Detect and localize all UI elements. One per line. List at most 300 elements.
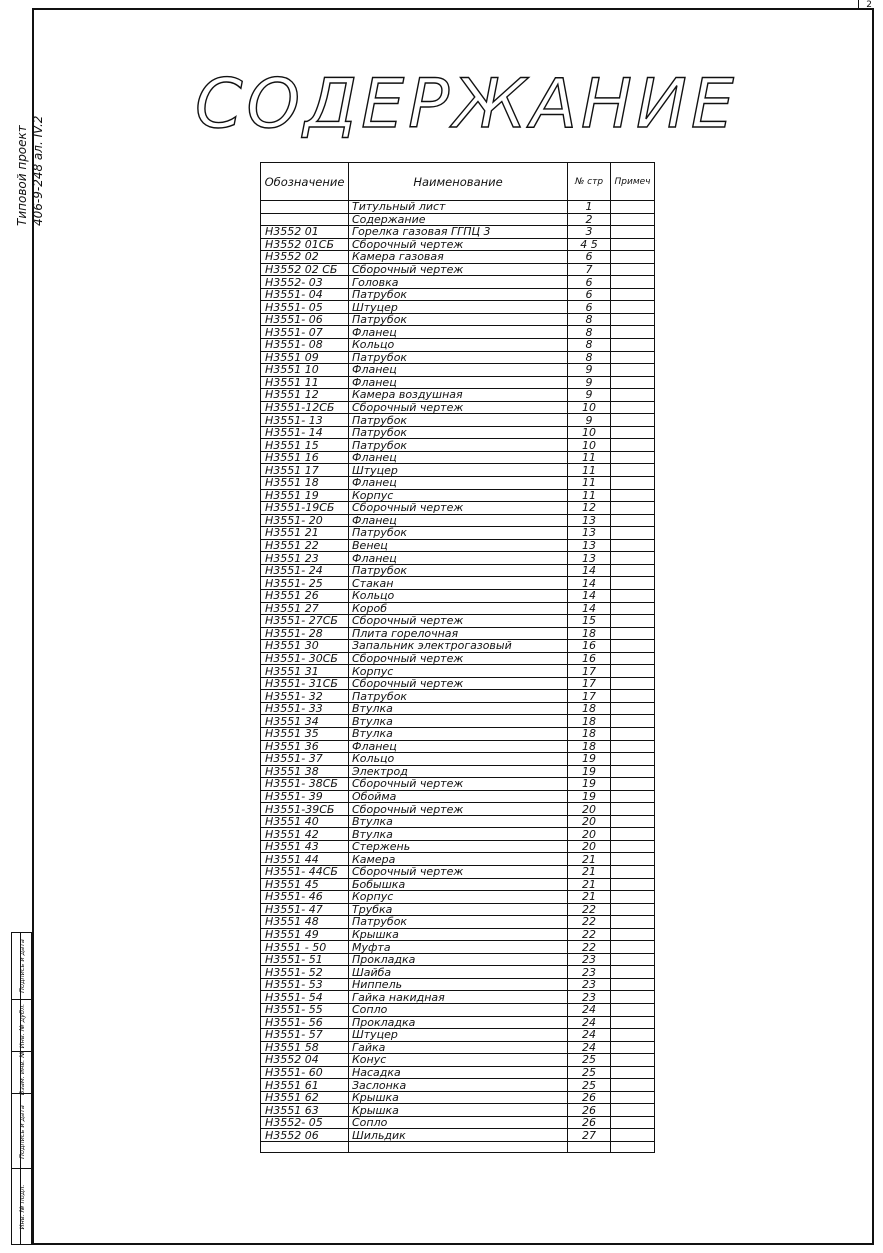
row-code: Н3551- 28 bbox=[261, 627, 349, 640]
row-page: 21 bbox=[568, 865, 611, 878]
table-row bbox=[261, 389, 655, 402]
row-page: 21 bbox=[568, 853, 611, 866]
row-name: Трубка bbox=[349, 903, 568, 916]
header-name: Наименование bbox=[349, 163, 568, 201]
row-note bbox=[611, 627, 655, 640]
sheet-number: 2 bbox=[858, 0, 874, 10]
table-row bbox=[261, 853, 655, 866]
row-page: 8 bbox=[568, 326, 611, 339]
row-page: 2 bbox=[568, 213, 611, 226]
table-row bbox=[261, 577, 655, 590]
row-name: Сборочный чертеж bbox=[349, 677, 568, 690]
row-page: 23 bbox=[568, 991, 611, 1004]
row-note bbox=[611, 351, 655, 364]
row-note bbox=[611, 238, 655, 251]
row-name: Фланец bbox=[349, 552, 568, 565]
row-note bbox=[611, 489, 655, 502]
row-code: Н3551- 20 bbox=[261, 514, 349, 527]
row-code: Н3551 27 bbox=[261, 602, 349, 615]
row-note bbox=[611, 677, 655, 690]
row-code: Н3552 02 bbox=[261, 251, 349, 264]
table-row bbox=[261, 615, 655, 628]
row-name: Патрубок bbox=[349, 288, 568, 301]
row-name: Головка bbox=[349, 276, 568, 289]
row-note bbox=[611, 865, 655, 878]
table-row bbox=[261, 778, 655, 791]
row-note bbox=[611, 891, 655, 904]
row-page: 14 bbox=[568, 564, 611, 577]
row-code: Н3552 06 bbox=[261, 1129, 349, 1142]
table-row bbox=[261, 527, 655, 540]
row-name: Гайка накидная bbox=[349, 991, 568, 1004]
table-row bbox=[261, 477, 655, 490]
row-code: Н3551-39СБ bbox=[261, 803, 349, 816]
table-row bbox=[261, 451, 655, 464]
row-name: Содержание bbox=[349, 213, 568, 226]
row-page: 17 bbox=[568, 690, 611, 703]
row-page: 19 bbox=[568, 765, 611, 778]
row-code: Н3551- 53 bbox=[261, 978, 349, 991]
row-page: 23 bbox=[568, 953, 611, 966]
row-code: Н3551-19СБ bbox=[261, 502, 349, 515]
row-page: 19 bbox=[568, 790, 611, 803]
row-note bbox=[611, 539, 655, 552]
table-row bbox=[261, 514, 655, 527]
row-page: 22 bbox=[568, 916, 611, 929]
row-note bbox=[611, 665, 655, 678]
row-code: Н3551 30 bbox=[261, 640, 349, 653]
table-row bbox=[261, 1016, 655, 1029]
row-name: Кольцо bbox=[349, 753, 568, 766]
row-page: 11 bbox=[568, 477, 611, 490]
row-code: Н3551 35 bbox=[261, 727, 349, 740]
row-note bbox=[611, 251, 655, 264]
row-code: Н3551 21 bbox=[261, 527, 349, 540]
table-row bbox=[261, 640, 655, 653]
table-row bbox=[261, 401, 655, 414]
table-row bbox=[261, 602, 655, 615]
row-code bbox=[261, 213, 349, 226]
row-page: 9 bbox=[568, 389, 611, 402]
row-note bbox=[611, 263, 655, 276]
row-page: 9 bbox=[568, 414, 611, 427]
table-row bbox=[261, 226, 655, 239]
table-row bbox=[261, 1104, 655, 1117]
row-code: Н3552- 05 bbox=[261, 1116, 349, 1129]
row-name: Корпус bbox=[349, 665, 568, 678]
side-annotation bbox=[14, 106, 46, 226]
table-row bbox=[261, 991, 655, 1004]
row-name: Фланец bbox=[349, 514, 568, 527]
row-name: Сборочный чертеж bbox=[349, 401, 568, 414]
table-row bbox=[261, 878, 655, 891]
row-page: 18 bbox=[568, 715, 611, 728]
row-name: Патрубок bbox=[349, 426, 568, 439]
row-page: 25 bbox=[568, 1066, 611, 1079]
row-page: 27 bbox=[568, 1129, 611, 1142]
side-annotation-line-1: Типовой проект bbox=[15, 125, 29, 226]
row-page: 6 bbox=[568, 276, 611, 289]
row-name: Обойма bbox=[349, 790, 568, 803]
row-page: 7 bbox=[568, 263, 611, 276]
row-name: Плита горелочная bbox=[349, 627, 568, 640]
row-code: Н3551- 44СБ bbox=[261, 865, 349, 878]
table-row bbox=[261, 690, 655, 703]
table-row bbox=[261, 865, 655, 878]
stamp-cell-inv-orig bbox=[12, 1168, 31, 1245]
row-name: Штуцер bbox=[349, 1029, 568, 1042]
table-row bbox=[261, 339, 655, 352]
row-page: 13 bbox=[568, 514, 611, 527]
row-note bbox=[611, 376, 655, 389]
row-note bbox=[611, 1054, 655, 1067]
row-name: Сборочный чертеж bbox=[349, 652, 568, 665]
row-page: 20 bbox=[568, 803, 611, 816]
row-code: Н3551- 13 bbox=[261, 414, 349, 427]
row-note bbox=[611, 640, 655, 653]
filler-cell bbox=[568, 1142, 611, 1153]
row-code: Н3551- 06 bbox=[261, 313, 349, 326]
row-name: Фланец bbox=[349, 477, 568, 490]
table-row bbox=[261, 753, 655, 766]
row-note bbox=[611, 690, 655, 703]
table-row bbox=[261, 201, 655, 214]
row-note bbox=[611, 702, 655, 715]
row-note bbox=[611, 966, 655, 979]
table-row bbox=[261, 727, 655, 740]
row-page: 13 bbox=[568, 539, 611, 552]
row-name: Сборочный чертеж bbox=[349, 615, 568, 628]
table-row bbox=[261, 665, 655, 678]
row-code: Н3552 04 bbox=[261, 1054, 349, 1067]
row-note bbox=[611, 552, 655, 565]
table-row bbox=[261, 1066, 655, 1079]
table-row bbox=[261, 790, 655, 803]
table-row bbox=[261, 1129, 655, 1142]
row-code: Н3551- 52 bbox=[261, 966, 349, 979]
table-row bbox=[261, 552, 655, 565]
table-row bbox=[261, 351, 655, 364]
table-row bbox=[261, 1029, 655, 1042]
row-page: 3 bbox=[568, 226, 611, 239]
row-note bbox=[611, 916, 655, 929]
table-row bbox=[261, 464, 655, 477]
row-name: Сборочный чертеж bbox=[349, 803, 568, 816]
row-note bbox=[611, 991, 655, 1004]
row-page: 10 bbox=[568, 401, 611, 414]
header-page: № стр bbox=[568, 163, 611, 201]
table-row bbox=[261, 715, 655, 728]
table-row bbox=[261, 803, 655, 816]
table-filler-row bbox=[261, 1142, 655, 1153]
row-code: Н3551 49 bbox=[261, 928, 349, 941]
table-row bbox=[261, 1054, 655, 1067]
row-code: Н3551- 39 bbox=[261, 790, 349, 803]
row-code: Н3551- 24 bbox=[261, 564, 349, 577]
row-page: 24 bbox=[568, 1041, 611, 1054]
row-page: 16 bbox=[568, 652, 611, 665]
row-note bbox=[611, 815, 655, 828]
table-row bbox=[261, 376, 655, 389]
row-name: Фланец bbox=[349, 740, 568, 753]
row-name: Корпус bbox=[349, 489, 568, 502]
row-note bbox=[611, 828, 655, 841]
row-page: 1 bbox=[568, 201, 611, 214]
table-row bbox=[261, 1116, 655, 1129]
row-note bbox=[611, 928, 655, 941]
row-page: 20 bbox=[568, 815, 611, 828]
approval-stamp bbox=[11, 932, 32, 1245]
row-page: 17 bbox=[568, 665, 611, 678]
row-name: Прокладка bbox=[349, 1016, 568, 1029]
row-code: Н3551- 08 bbox=[261, 339, 349, 352]
row-note bbox=[611, 878, 655, 891]
row-note bbox=[611, 615, 655, 628]
table-row bbox=[261, 1091, 655, 1104]
row-note bbox=[611, 389, 655, 402]
stamp-cell-label: Подпись и дата bbox=[17, 1104, 26, 1159]
row-note bbox=[611, 715, 655, 728]
row-code bbox=[261, 201, 349, 214]
table-row bbox=[261, 564, 655, 577]
row-code: Н3551 42 bbox=[261, 828, 349, 841]
row-name: Сопло bbox=[349, 1004, 568, 1017]
row-page: 14 bbox=[568, 577, 611, 590]
row-page: 25 bbox=[568, 1054, 611, 1067]
row-name: Камера bbox=[349, 853, 568, 866]
row-page: 26 bbox=[568, 1116, 611, 1129]
row-page: 19 bbox=[568, 778, 611, 791]
side-annotation-line-2: 406-9-248 ал. IV.2 bbox=[31, 115, 45, 226]
row-note bbox=[611, 313, 655, 326]
row-code: Н3551 31 bbox=[261, 665, 349, 678]
row-code: Н3552- 03 bbox=[261, 276, 349, 289]
table-row bbox=[261, 1079, 655, 1092]
row-note bbox=[611, 401, 655, 414]
table-row bbox=[261, 627, 655, 640]
row-note bbox=[611, 477, 655, 490]
table-row bbox=[261, 815, 655, 828]
row-page: 22 bbox=[568, 928, 611, 941]
row-name: Венец bbox=[349, 539, 568, 552]
table-row bbox=[261, 941, 655, 954]
row-name: Сборочный чертеж bbox=[349, 238, 568, 251]
row-name: Шайба bbox=[349, 966, 568, 979]
row-note bbox=[611, 564, 655, 577]
row-note bbox=[611, 1066, 655, 1079]
row-page: 8 bbox=[568, 339, 611, 352]
row-name: Сборочный чертеж bbox=[349, 778, 568, 791]
table-row bbox=[261, 1041, 655, 1054]
row-code: Н3551 - 50 bbox=[261, 941, 349, 954]
row-note bbox=[611, 201, 655, 214]
row-code: Н3551- 25 bbox=[261, 577, 349, 590]
row-page: 26 bbox=[568, 1091, 611, 1104]
row-note bbox=[611, 1016, 655, 1029]
table-row bbox=[261, 288, 655, 301]
row-name: Втулка bbox=[349, 715, 568, 728]
table-row bbox=[261, 1004, 655, 1017]
row-note bbox=[611, 1041, 655, 1054]
row-name: Титульный лист bbox=[349, 201, 568, 214]
row-name: Фланец bbox=[349, 451, 568, 464]
row-note bbox=[611, 301, 655, 314]
row-code: Н3551- 54 bbox=[261, 991, 349, 1004]
row-name: Бобышка bbox=[349, 878, 568, 891]
row-code: Н3551- 32 bbox=[261, 690, 349, 703]
row-name: Горелка газовая ГГПЦ 3 bbox=[349, 226, 568, 239]
table-row bbox=[261, 589, 655, 602]
row-page: 9 bbox=[568, 364, 611, 377]
row-page: 11 bbox=[568, 464, 611, 477]
row-page: 16 bbox=[568, 640, 611, 653]
row-name: Муфта bbox=[349, 941, 568, 954]
table-row bbox=[261, 828, 655, 841]
row-code: Н3552 01 bbox=[261, 226, 349, 239]
row-code: Н3551 16 bbox=[261, 451, 349, 464]
row-note bbox=[611, 414, 655, 427]
stamp-cell-label: Инв. № подл. bbox=[17, 1184, 26, 1230]
row-code: Н3551- 04 bbox=[261, 288, 349, 301]
row-name: Гайка bbox=[349, 1041, 568, 1054]
table-row bbox=[261, 251, 655, 264]
filler-cell bbox=[611, 1142, 655, 1153]
row-name: Патрубок bbox=[349, 564, 568, 577]
row-page: 21 bbox=[568, 891, 611, 904]
table-body bbox=[261, 201, 655, 1153]
row-name: Сборочный чертеж bbox=[349, 865, 568, 878]
row-page: 22 bbox=[568, 941, 611, 954]
table-row bbox=[261, 301, 655, 314]
row-note bbox=[611, 288, 655, 301]
row-code: Н3551 44 bbox=[261, 853, 349, 866]
row-code: Н3551 58 bbox=[261, 1041, 349, 1054]
row-page: 10 bbox=[568, 426, 611, 439]
row-page: 24 bbox=[568, 1029, 611, 1042]
row-code: Н3551- 30СБ bbox=[261, 652, 349, 665]
row-name: Фланец bbox=[349, 376, 568, 389]
table-row bbox=[261, 702, 655, 715]
row-name: Патрубок bbox=[349, 414, 568, 427]
row-note bbox=[611, 589, 655, 602]
row-name: Электрод bbox=[349, 765, 568, 778]
table-row bbox=[261, 966, 655, 979]
row-note bbox=[611, 1091, 655, 1104]
row-name: Фланец bbox=[349, 326, 568, 339]
row-code: Н3551 63 bbox=[261, 1104, 349, 1117]
row-note bbox=[611, 953, 655, 966]
row-code: Н3551- 56 bbox=[261, 1016, 349, 1029]
row-note bbox=[611, 941, 655, 954]
row-name: Втулка bbox=[349, 828, 568, 841]
stamp-cell-sign-date-1 bbox=[12, 1093, 31, 1169]
row-note bbox=[611, 778, 655, 791]
stamp-cell-label: Взам. инв. № bbox=[17, 1050, 26, 1096]
stamp-cell-replace-inv bbox=[12, 1051, 31, 1094]
row-note bbox=[611, 326, 655, 339]
row-note bbox=[611, 652, 655, 665]
row-code: Н3551 45 bbox=[261, 878, 349, 891]
row-name: Втулка bbox=[349, 815, 568, 828]
row-code: Н3551 23 bbox=[261, 552, 349, 565]
row-page: 24 bbox=[568, 1004, 611, 1017]
row-note bbox=[611, 464, 655, 477]
row-page: 23 bbox=[568, 978, 611, 991]
row-code: Н3551-12СБ bbox=[261, 401, 349, 414]
row-page: 12 bbox=[568, 502, 611, 515]
row-code: Н3552 02 СБ bbox=[261, 263, 349, 276]
table-row bbox=[261, 978, 655, 991]
row-code: Н3551 62 bbox=[261, 1091, 349, 1104]
row-page: 8 bbox=[568, 313, 611, 326]
row-code: Н3551 15 bbox=[261, 439, 349, 452]
stamp-cell-label: Инв. № дубл. bbox=[17, 1003, 26, 1049]
row-page: 11 bbox=[568, 489, 611, 502]
row-code: Н3551 09 bbox=[261, 351, 349, 364]
stamp-cell-dup-inv bbox=[12, 999, 31, 1052]
row-name: Стакан bbox=[349, 577, 568, 590]
table-row bbox=[261, 928, 655, 941]
row-code: Н3551 34 bbox=[261, 715, 349, 728]
row-note bbox=[611, 1004, 655, 1017]
table-row bbox=[261, 263, 655, 276]
row-code: Н3551 19 bbox=[261, 489, 349, 502]
table-row bbox=[261, 489, 655, 502]
row-page: 4 5 bbox=[568, 238, 611, 251]
row-note bbox=[611, 502, 655, 515]
row-code: Н3552 01СБ bbox=[261, 238, 349, 251]
row-note bbox=[611, 339, 655, 352]
row-code: Н3551- 14 bbox=[261, 426, 349, 439]
table-row bbox=[261, 502, 655, 515]
row-note bbox=[611, 1104, 655, 1117]
row-note bbox=[611, 727, 655, 740]
row-name: Крышка bbox=[349, 928, 568, 941]
row-name: Камера газовая bbox=[349, 251, 568, 264]
row-code: Н3551 17 bbox=[261, 464, 349, 477]
table-row bbox=[261, 439, 655, 452]
row-name: Сборочный чертеж bbox=[349, 502, 568, 515]
row-code: Н3551 61 bbox=[261, 1079, 349, 1092]
table-row bbox=[261, 677, 655, 690]
row-name: Втулка bbox=[349, 702, 568, 715]
row-page: 10 bbox=[568, 439, 611, 452]
row-name: Штуцер bbox=[349, 301, 568, 314]
row-name: Штуцер bbox=[349, 464, 568, 477]
row-note bbox=[611, 527, 655, 540]
table-row bbox=[261, 891, 655, 904]
row-code: Н3551- 60 bbox=[261, 1066, 349, 1079]
row-page: 6 bbox=[568, 301, 611, 314]
table-row bbox=[261, 652, 655, 665]
row-code: Н3551 43 bbox=[261, 840, 349, 853]
row-page: 18 bbox=[568, 740, 611, 753]
row-code: Н3551- 47 bbox=[261, 903, 349, 916]
row-note bbox=[611, 790, 655, 803]
header-code: Обозначение bbox=[261, 163, 349, 201]
row-note bbox=[611, 840, 655, 853]
row-page: 11 bbox=[568, 451, 611, 464]
row-name: Камера воздушная bbox=[349, 389, 568, 402]
row-name: Сопло bbox=[349, 1116, 568, 1129]
row-note bbox=[611, 364, 655, 377]
row-name: Фланец bbox=[349, 364, 568, 377]
row-code: Н3551 40 bbox=[261, 815, 349, 828]
row-note bbox=[611, 765, 655, 778]
row-page: 19 bbox=[568, 753, 611, 766]
table-row bbox=[261, 903, 655, 916]
row-code: Н3551- 51 bbox=[261, 953, 349, 966]
